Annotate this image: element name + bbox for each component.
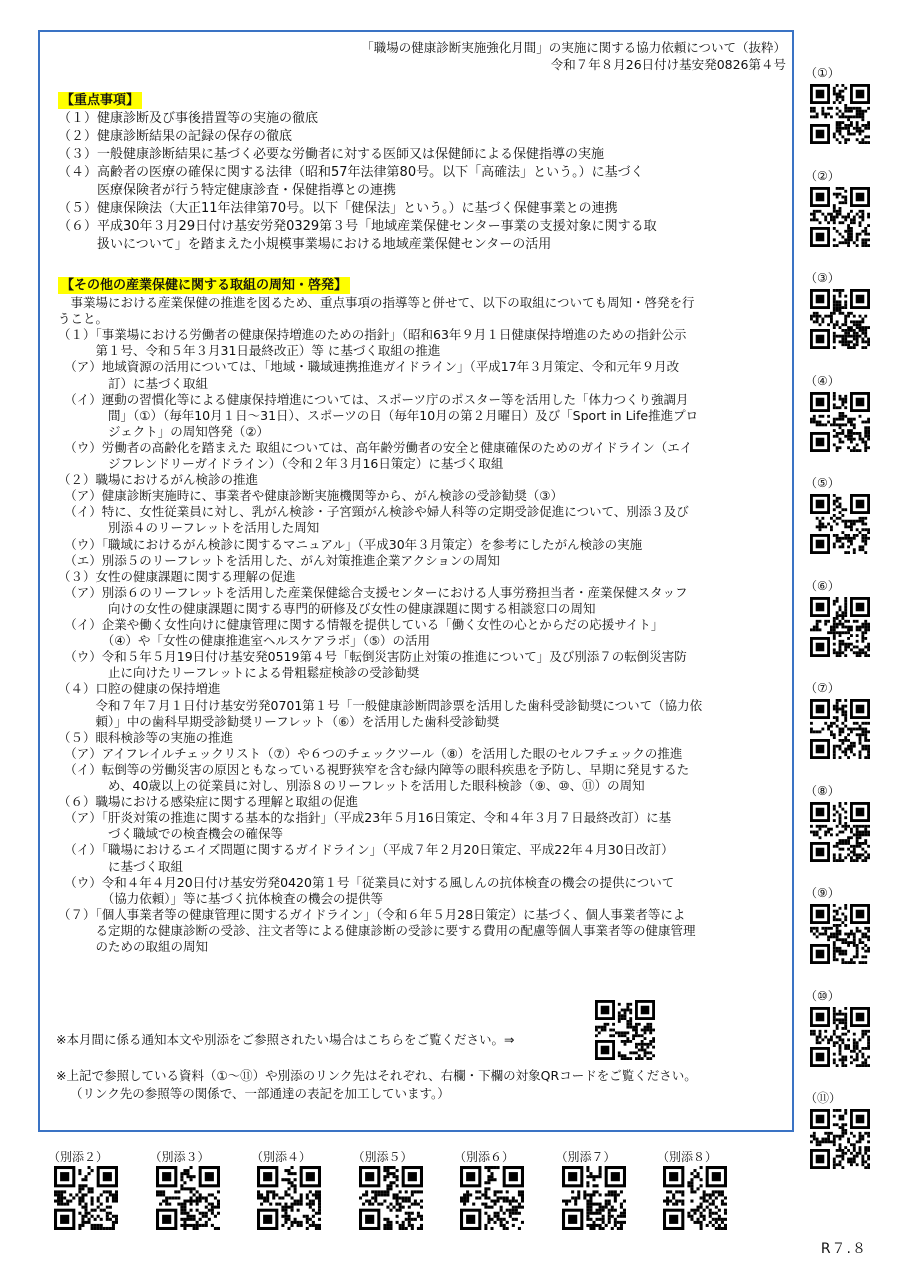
- text-line: （６）平成30年３月29日付け基安労発0329第３号「地域産業保健センター事業の支援対象に関する取: [58, 219, 657, 234]
- side-qr-label: （④）: [805, 373, 840, 388]
- text-line: （エ）別添５のリーフレットを活用した、がん対策推進企業アクションの周知: [58, 552, 500, 568]
- text-line: 別添４のリーフレットを活用した周知: [58, 520, 320, 536]
- text-line: （６）職場における感染症に関する理解と取組の促進: [58, 794, 359, 810]
- text-line: （ア）健康診断実施時に、事業者や健康診断実施機関等から、がん検診の受診勧奨（③）: [58, 488, 563, 504]
- text-line: づく職域での検査機会の確保等: [58, 826, 284, 842]
- text-line: に基づく取組: [58, 858, 184, 874]
- text-line: （ア）地域資源の活用については、「地域・職域連携推進ガイドライン」（平成17年３月策定、令和元年９月改: [58, 359, 680, 375]
- text-line: （７）「個人事業者等の健康管理に関するガイドライン」（令和６年５月28日策定）に基づく、個人事業者等によ: [58, 906, 686, 922]
- text-line: （イ）企業や働く女性向けに健康管理に関する情報を提供している「働く女性の心とからだの応援サイト」: [58, 617, 664, 632]
- side-qr-label: （③）: [805, 271, 840, 285]
- text-line: （イ）「職場におけるエイズ問題に関するガイドライン」（平成７年２月20日策定、平成22年４月30日改訂）: [58, 842, 674, 858]
- text-line: （イ）運動の習慣化等による健康保持増進については、スポーツ庁のポスター等を活用した「体力つくり強調月: [58, 391, 689, 407]
- bottom-qr-code[interactable]: [562, 1166, 626, 1230]
- content-frame: [38, 30, 794, 1132]
- side-qr-code[interactable]: [810, 289, 870, 349]
- text-line: （ウ）令和５年５月19日付け基安発0519第４号「転倒災害防止対策の推進について」及び別添７の転倒災害防: [58, 649, 687, 665]
- text-line: ジフレンドリーガイドライン）（令和２年３月16日策定）に基づく取組: [58, 456, 504, 471]
- side-qr-code[interactable]: [810, 392, 870, 452]
- bottom-qr-code[interactable]: [359, 1166, 423, 1230]
- text-line: （３）一般健康診断結果に基づく必要な労働者に対する医師又は保健師による保健指導の実施: [58, 147, 605, 162]
- bottom-qr-label: （別添４）: [251, 1150, 312, 1164]
- text-line: 訂）に基づく取組: [58, 375, 209, 391]
- version-label: R７.８: [820, 1241, 867, 1257]
- side-qr-code[interactable]: [810, 597, 870, 657]
- text-line: め、40歳以上の従業員に対し、別添８のリーフレットを活用した眼科検診（⑨、⑩、⑪）の周知: [58, 778, 645, 793]
- text-line: （ア）アイフレイルチェックリスト（⑦）や６つのチェックツール（⑧）を活用した眼のセルフチェックの推進: [58, 745, 683, 761]
- text-line: （④）や「女性の健康推進室ヘルスケアラボ」（⑤）の活用: [58, 633, 431, 649]
- text-line: （５）健康保険法（大正11年法律第70号。以下「健保法」という。）に基づく保健事業との連携: [58, 201, 618, 216]
- section-heading-priority: 【重点事項】: [58, 92, 142, 109]
- bottom-qr-label: （別添３）: [149, 1150, 210, 1164]
- text-line: 止に向けたリーフレットによる骨粗鬆症検診の受診勧奨: [58, 665, 420, 681]
- text-line: （イ）特に、女性従業員に対し、乳がん検診・子宮頸がん検診や婦人科等の定期受診促進について、別添３及び: [58, 504, 689, 520]
- text-line: 間」（①）（毎年10月１日～31日）、スポーツの日（毎年10月の第２月曜日）及び「Sport in Life推進プロ: [58, 407, 699, 423]
- text-line: （４）口腔の健康の保持増進: [58, 681, 221, 697]
- bottom-qr-label: （別添５）: [352, 1150, 413, 1164]
- side-qr-code[interactable]: [810, 699, 870, 759]
- bottom-qr-label: （別添８）: [657, 1150, 718, 1164]
- footnote-2: （リンク先の参照等の関係で、一部通達の表記を加工しています。）: [70, 1086, 450, 1101]
- text-line: 扱いについて」を踏まえた小規模事業場における地域産業保健センターの活用: [58, 237, 552, 252]
- text-line: のための取組の周知: [58, 939, 209, 954]
- text-line: （ウ）令和４年４月20日付け基安労発0420第１号「従業員に対する風しんの抗体検査の機会の提供について: [58, 874, 675, 890]
- side-qr-label: （⑨）: [805, 886, 840, 900]
- text-line: ジェクト」の周知啓発（②）: [58, 423, 269, 439]
- notice-number: 令和７年８月26日付け基安発0826第４号: [550, 57, 786, 72]
- side-qr-label: （②）: [805, 168, 840, 183]
- text-line: 令和７年７月１日付け基安労発0701第１号「一般健康診断問診票を活用した歯科受診勧奨について（協力依: [58, 697, 703, 713]
- side-qr-code[interactable]: [810, 1007, 870, 1067]
- footnote-1: ※上記で参照している資料（①～⑪）や別添のリンク先はそれぞれ、右欄・下欄の対象QRコードをご覧ください。: [56, 1068, 697, 1083]
- text-line: （４）高齢者の医療の確保に関する法律（昭和57年法律第80号。以下「高確法」という。）に基づく: [58, 165, 644, 180]
- text-line: （協力依頼）」等に基づく抗体検査の機会の提供等: [58, 890, 384, 906]
- text-line: （ア）別添６のリーフレットを活用した産業保健総合支援センターにおける人事労務担当者・産業保健スタッフ: [58, 584, 688, 600]
- text-line: 向けの女性の健康課題に関する専門的研修及び女性の健康課題に関する相談窓口の周知: [58, 600, 596, 616]
- bottom-qr-code[interactable]: [257, 1166, 321, 1230]
- text-line: （１）「事業場における労働者の健康保持増進のための指針」（昭和63年９月１日健康保持増進のための指針公示: [58, 327, 687, 343]
- text-line: （ア）「肝炎対策の推進に関する基本的な指針」（平成23年５月16日策定、令和４年３月７日最終改訂）に基: [58, 810, 672, 826]
- text-line: る定期的な健康診断の受診、注文者等による健康診断の受診に要する費用の配慮等個人事業者等の健康管理: [58, 922, 696, 938]
- side-qr-code[interactable]: [810, 1109, 870, 1169]
- side-qr-label: （⑪）: [805, 1091, 842, 1105]
- bottom-qr-code[interactable]: [54, 1166, 118, 1230]
- bottom-qr-code[interactable]: [460, 1166, 524, 1230]
- section-heading-other: 【その他の産業保健に関する取組の周知・啓発】: [58, 277, 350, 294]
- bottom-qr-label: （別添６）: [454, 1150, 515, 1164]
- side-qr-label: （⑤）: [805, 476, 840, 490]
- side-qr-label: （⑩）: [805, 988, 840, 1003]
- text-line: （ウ）「職域におけるがん検診に関するマニュアル」（平成30年３月策定）を参考にしたがん検診の実施: [58, 536, 643, 552]
- text-line: （３）女性の健康課題に関する理解の促進: [58, 568, 296, 584]
- side-qr-label: （⑥）: [805, 578, 840, 593]
- text-line: （２）健康診断結果の記録の保存の徹底: [58, 129, 293, 144]
- side-qr-label: （①）: [805, 66, 840, 80]
- side-qr-label: （⑦）: [805, 681, 840, 695]
- side-qr-code[interactable]: [810, 494, 870, 554]
- bottom-qr-label: （別添７）: [555, 1150, 616, 1164]
- main-qr-code[interactable]: [595, 1000, 655, 1060]
- text-line: （１）健康診断及び事後措置等の実施の徹底: [58, 111, 319, 126]
- text-line: （ウ）労働者の高齢化を踏まえた 取組については、高年齢労働者の安全と健康確保のためのガイドライン（エイ: [58, 439, 693, 455]
- text-line: うこと。: [58, 311, 109, 327]
- text-line: （５）眼科検診等の実施の推進: [58, 729, 234, 745]
- side-qr-code[interactable]: [810, 904, 870, 964]
- side-qr-label: （⑧）: [805, 783, 840, 798]
- text-line: 医療保険者が行う特定健康診査・保健指導との連携: [58, 183, 397, 198]
- side-qr-code[interactable]: [810, 802, 870, 862]
- text-line: 頼）」中の歯科早期受診勧奨リーフレット（⑥）を活用した歯科受診勧奨: [58, 713, 500, 729]
- document-title: 「職場の健康診断実施強化月間」の実施に関する協力依頼について（抜粋）: [361, 40, 786, 55]
- side-qr-code[interactable]: [810, 84, 870, 144]
- bottom-qr-code[interactable]: [663, 1166, 727, 1230]
- bottom-qr-code[interactable]: [156, 1166, 220, 1230]
- bottom-qr-label: （別添２）: [48, 1150, 109, 1164]
- text-line: （２）職場におけるがん検診の推進: [58, 472, 259, 488]
- qr-note: ※本月間に係る通知本文や別添をご参照されたい場合はこちらをご覧ください。⇒: [56, 1032, 515, 1047]
- text-line: 事業場における産業保健の推進を図るため、重点事項の指導等と併せて、以下の取組についても周知・啓発を行: [58, 295, 695, 310]
- text-line: （イ）転倒等の労働災害の原因ともなっている視野狭窄を含む緑内障等の眼科疾患を予防し、早期に発見するた: [58, 761, 690, 777]
- side-qr-code[interactable]: [810, 187, 870, 247]
- text-line: 第１号、令和５年３月31日最終改正）等 に基づく取組の推進: [58, 343, 441, 359]
